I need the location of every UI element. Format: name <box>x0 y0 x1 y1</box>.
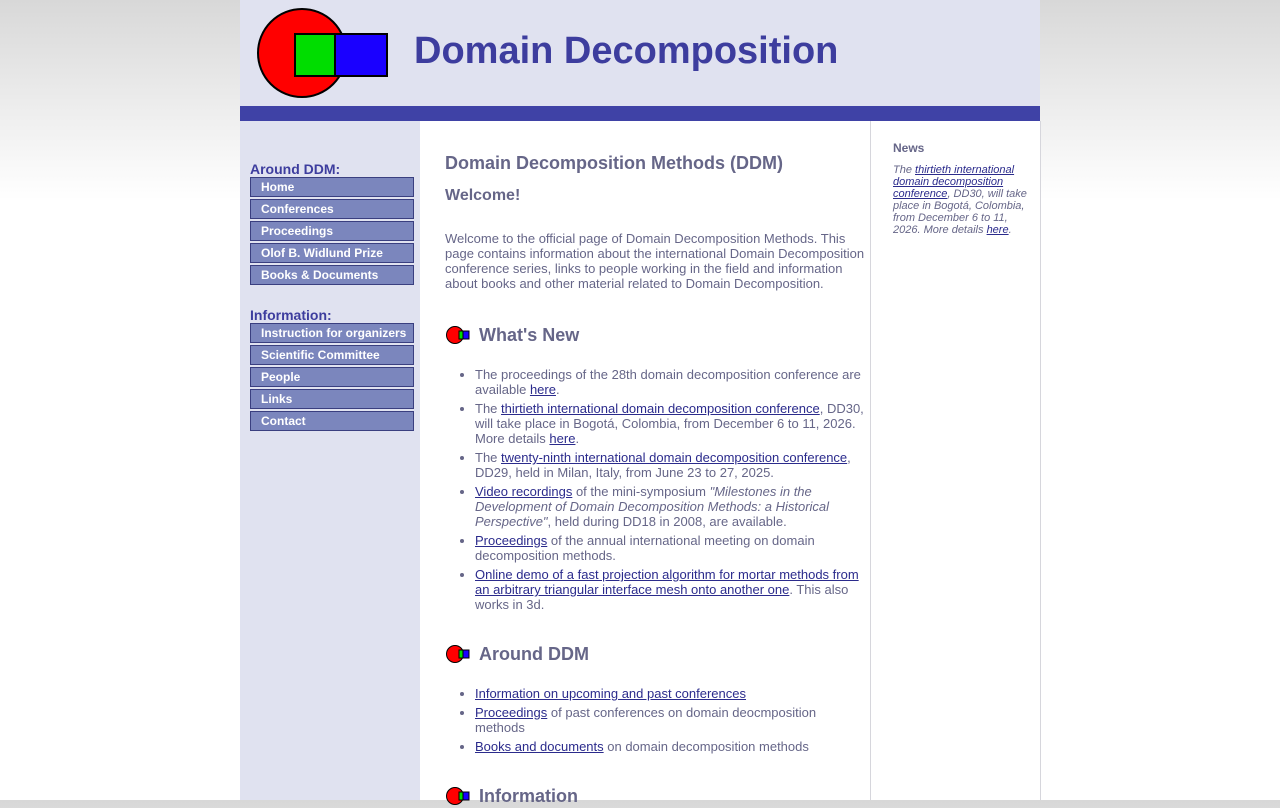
news-link-dd30-details[interactable]: here <box>549 431 576 446</box>
section-around-ddm <box>445 642 865 666</box>
section-bullet-logo-icon <box>445 325 471 345</box>
nav-item-conferences[interactable]: Conferences <box>250 199 414 219</box>
section-heading-text: What's New <box>479 324 580 345</box>
section-bullet-logo-icon <box>445 644 471 664</box>
list-item: • The twenty-ninth international domain decomposition conference, DD29, held in Milan, Italy, from June 23 to 27, 2025. <box>475 450 865 480</box>
news-body: The thirtieth international domain decomposition conference, DD30, will take place in Bogotá, Colombia, from December 6 to 11, 2026. More details here. <box>893 164 1027 236</box>
list-item: • Proceedings of the annual international meeting on domain decomposition methods. <box>475 533 865 563</box>
news-sidebar <box>871 121 1041 800</box>
welcome-heading: Welcome! <box>445 187 521 204</box>
page <box>240 0 1040 806</box>
section-information <box>445 784 865 808</box>
nav-item-proceedings[interactable]: Proceedings <box>250 221 414 241</box>
circle-square-logo-icon[interactable] <box>245 6 390 101</box>
nav-item-widlund-prize[interactable]: Olof B. Widlund Prize <box>250 243 414 263</box>
news-link-dd29[interactable]: twenty-ninth international domain decomposition conference <box>501 450 848 465</box>
section-bullet-logo-icon <box>445 786 471 806</box>
around-link-proceedings[interactable]: Proceedings <box>475 705 548 720</box>
nav-list-information <box>250 323 414 433</box>
list-item: • Proceedings of past conferences on domain deocmposition methods <box>475 705 865 735</box>
nav-item-home[interactable]: Home <box>250 177 414 197</box>
news-link-dd30[interactable]: thirtieth international domain decomposition conference <box>501 401 820 416</box>
list-item <box>475 686 865 701</box>
list-item: • Online demo of a fast projection algorithm for mortar methods from an arbitrary triangular interface mesh onto another one. This also works in 3d. <box>475 567 865 612</box>
nav-item-links[interactable]: Links <box>250 389 414 409</box>
list-item: • Video recordings of the mini-symposium "Milestones in the Development of Domain Decomposition Methods: a Historical Perspective", held during DD18 in 2008, are available. <box>475 484 865 529</box>
news-sidebar-link-details[interactable]: here <box>986 224 1009 236</box>
news-link-online-demo[interactable]: Online demo of a fast projection algorithm for mortar methods from an arbitrary triangular interface mesh onto another one <box>475 567 859 597</box>
list-item: • Books and documents on domain decomposition methods <box>475 739 865 754</box>
main-content <box>420 121 871 806</box>
intro-paragraph: Welcome to the official page of Domain Decomposition Methods. This page contains information about the international Domain Decomposition conference series, links to people working in the field and information about books and other material related to Domain Decomposition. <box>445 231 865 291</box>
around-link-conferences[interactable]: Information on upcoming and past conferences <box>475 686 747 701</box>
page-title: Domain Decomposition Methods (DDM) <box>445 153 783 173</box>
list-item: • The proceedings of the 28th domain decomposition conference are available here. <box>475 367 865 397</box>
news-link-proceedings-28[interactable]: here <box>529 382 556 397</box>
nav-heading-information: Information: <box>250 307 332 323</box>
news-sidebar-link-dd30[interactable]: thirtieth international domain decomposition conference <box>893 164 1015 200</box>
around-ddm-list <box>445 686 865 754</box>
news-link-video-recordings[interactable]: Video recordings <box>475 484 573 499</box>
site-title: Domain Decomposition <box>414 30 839 72</box>
section-heading-text: Around DDM <box>479 643 589 664</box>
whats-new-list <box>445 367 865 612</box>
nav-item-books-documents[interactable]: Books & Documents <box>250 265 414 285</box>
sidebar <box>240 121 420 800</box>
header-divider-bar <box>240 106 1040 121</box>
section-whats-new <box>445 323 865 347</box>
section-heading-text: Information <box>479 785 578 806</box>
nav-item-contact[interactable]: Contact <box>250 411 414 431</box>
news-title: News <box>893 141 925 155</box>
nav-item-people[interactable]: People <box>250 367 414 387</box>
nav-heading-around: Around DDM: <box>250 161 341 177</box>
around-link-books[interactable]: Books and documents <box>475 739 604 754</box>
nav-list-around <box>250 177 414 287</box>
news-link-proceedings[interactable]: Proceedings <box>475 533 548 548</box>
list-item: • The thirtieth international domain decomposition conference, DD30, will take place in Bogotá, Colombia, from December 6 to 11, 2026. More details here. <box>475 401 865 446</box>
site-header <box>240 0 1040 106</box>
nav-item-instruction-organizers[interactable]: Instruction for organizers <box>250 323 414 343</box>
nav-item-scientific-committee[interactable]: Scientific Committee <box>250 345 414 365</box>
